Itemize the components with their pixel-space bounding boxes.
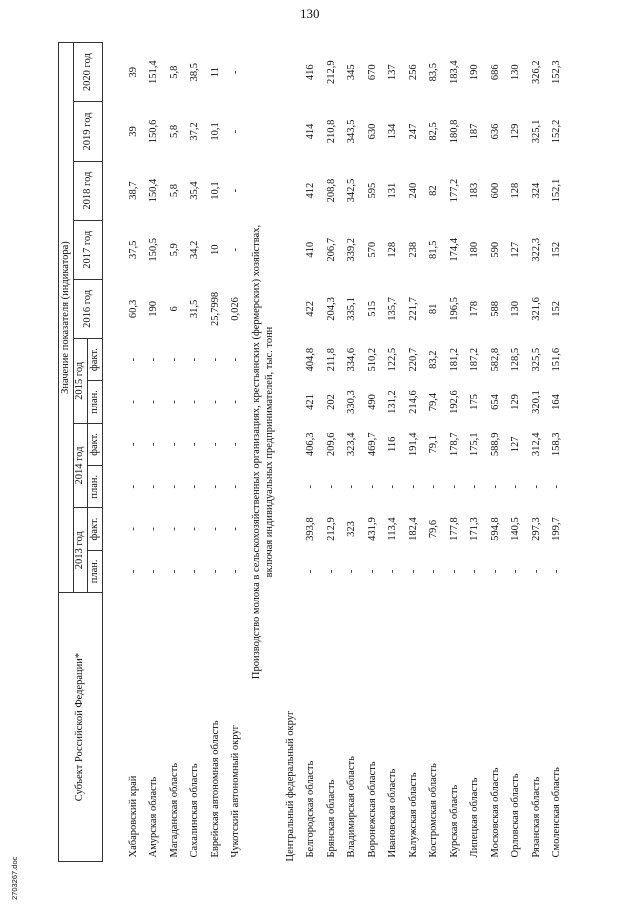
cell: 134 — [387, 123, 399, 140]
table-row — [301, 43, 322, 862]
cell: 82 — [428, 185, 440, 196]
cell: 595 — [366, 182, 378, 199]
cell: - — [148, 442, 160, 447]
cell: 406,3 — [305, 432, 317, 457]
cell: - — [127, 442, 139, 447]
subject-column-header: Субъект Российской Федерации* — [59, 593, 103, 862]
cell: 150,4 — [148, 178, 160, 203]
cell: 83,2 — [428, 350, 440, 369]
cell: - — [148, 484, 160, 489]
cell: 191,4 — [407, 432, 419, 457]
cell: 10,1 — [209, 181, 221, 200]
cell: 181,2 — [448, 347, 460, 372]
cell: 38,5 — [189, 63, 201, 82]
cell: 238 — [407, 241, 419, 258]
row-name: Еврейская автономная область — [209, 720, 221, 858]
cell: 152,2 — [551, 119, 563, 144]
cell: 127 — [510, 436, 522, 453]
cell: 137 — [387, 64, 399, 81]
cell: - — [230, 400, 242, 404]
cell: 515 — [366, 301, 378, 317]
cell: 410 — [305, 241, 317, 258]
cell: 130 — [510, 64, 522, 81]
cell: 214,6 — [407, 390, 419, 414]
cell: 152,3 — [551, 60, 563, 84]
cell: 212,9 — [325, 517, 337, 541]
cell: 37,2 — [189, 122, 201, 141]
table-row — [206, 43, 227, 862]
row-name: Смоленская область — [551, 767, 563, 858]
cell: 178 — [469, 301, 481, 317]
year-2015-header: 2015 год — [74, 339, 88, 424]
cell: 180 — [469, 241, 481, 258]
cell: 323 — [346, 521, 358, 537]
cell: 326,2 — [530, 60, 542, 84]
cell: - — [428, 569, 440, 574]
cell: - — [551, 569, 563, 574]
cell: - — [168, 442, 180, 447]
cell: - — [448, 569, 460, 574]
cell: - — [325, 569, 337, 574]
spacer — [103, 43, 124, 862]
cell: 330,3 — [346, 390, 358, 414]
cell: 5,8 — [168, 65, 180, 79]
cell: - — [230, 357, 242, 362]
cell: 320,1 — [530, 390, 542, 414]
cell: 5,8 — [168, 184, 180, 198]
cell: - — [489, 569, 501, 574]
cell: - — [168, 569, 180, 574]
fact-header: факт. — [88, 339, 103, 381]
cell: 422 — [305, 301, 317, 317]
cell: 151,6 — [551, 347, 563, 372]
cell: - — [551, 484, 563, 489]
plan-header: план. — [88, 381, 103, 423]
cell: 469,7 — [366, 432, 378, 457]
cell: 490 — [366, 394, 378, 410]
cell: 654 — [489, 394, 501, 410]
cell: - — [489, 484, 501, 489]
table-row — [342, 43, 363, 862]
row-name: Рязанская область — [530, 776, 542, 858]
fact-header: факт. — [88, 508, 103, 550]
cell: - — [469, 569, 481, 574]
cell: - — [209, 400, 221, 404]
cell: 297,3 — [530, 517, 542, 541]
year-2017-header: 2017 год — [74, 220, 103, 279]
cell: 113,4 — [387, 517, 399, 541]
cell: 177,8 — [448, 517, 460, 541]
cell: 192,6 — [448, 390, 460, 414]
cell: - — [148, 400, 160, 404]
cell: 135,7 — [387, 297, 399, 321]
rotated-table-container — [58, 42, 623, 862]
cell: 582,8 — [489, 347, 501, 372]
table-row — [506, 43, 527, 862]
cell: 570 — [366, 241, 378, 258]
row-name: Московская область — [489, 767, 501, 858]
cell: 210,8 — [325, 119, 337, 144]
cell: - — [148, 527, 160, 531]
section-title-line1: Производство молока в сельскохозяйственных организациях, крестьянских (фермерских) хозяйствах, — [250, 224, 262, 680]
cell: 325,5 — [530, 347, 542, 372]
cell: 209,6 — [325, 432, 337, 457]
cell: 81,5 — [428, 240, 440, 259]
cell: 158,3 — [551, 432, 563, 457]
cell: 82,5 — [428, 122, 440, 141]
cell: 339,2 — [346, 237, 358, 262]
cell: 431,9 — [366, 517, 378, 541]
cell: 414 — [305, 123, 317, 140]
cell: 590 — [489, 241, 501, 258]
table-row — [165, 43, 186, 862]
plan-header: план. — [88, 466, 103, 508]
cell: 11 — [209, 67, 221, 78]
cell: - — [407, 569, 419, 574]
cell: 131 — [387, 182, 399, 199]
cell: - — [325, 484, 337, 489]
cell: - — [189, 569, 201, 574]
cell: 128,5 — [510, 347, 522, 372]
cell: - — [230, 188, 242, 193]
section-title-line2: включая индивидуальных предпринимателей, тыс. тонн — [263, 326, 275, 578]
table-row — [486, 43, 507, 862]
cell: - — [387, 484, 399, 489]
cell: - — [127, 357, 139, 362]
cell: - — [230, 248, 242, 252]
table-row — [185, 43, 206, 862]
plan-header: план. — [88, 550, 103, 592]
cell: 594,8 — [489, 517, 501, 541]
cell: 140,5 — [510, 517, 522, 541]
cell: - — [127, 484, 139, 489]
indicator-header: Значение показателя (индикатора) — [59, 43, 74, 593]
cell: 636 — [489, 123, 501, 140]
cell: 164 — [551, 394, 563, 410]
cell: 190 — [469, 64, 481, 81]
cell: - — [168, 527, 180, 531]
table-row — [547, 43, 568, 862]
cell: - — [168, 357, 180, 362]
cell: 6 — [168, 306, 180, 312]
section-title-row — [247, 43, 281, 862]
cell: 34,2 — [189, 240, 201, 259]
cell: 171,3 — [469, 517, 481, 541]
cell: - — [127, 400, 139, 404]
cell: 174,4 — [448, 237, 460, 262]
cell: - — [230, 129, 242, 134]
row-name: Орловская область — [510, 773, 522, 858]
year-2014-header: 2014 год — [74, 423, 88, 508]
cell: - — [346, 484, 358, 489]
cell: 38,7 — [127, 181, 139, 200]
cell: 343,5 — [346, 119, 358, 144]
table-row — [465, 43, 486, 862]
cell: 37,5 — [127, 240, 139, 259]
cell: 670 — [366, 64, 378, 81]
cell: 247 — [407, 123, 419, 140]
cell: 334,6 — [346, 347, 358, 372]
cell: 421 — [305, 394, 317, 410]
row-name: Чукотский автономный округ — [230, 725, 242, 858]
indicator-table — [58, 42, 568, 862]
cell: 180,8 — [448, 119, 460, 144]
cell: - — [209, 569, 221, 574]
cell: 196,5 — [448, 297, 460, 321]
cell: - — [366, 569, 378, 574]
cell: 79,1 — [428, 435, 440, 454]
row-name: Владимирская область — [346, 756, 358, 858]
cell: - — [469, 484, 481, 489]
cell: - — [127, 569, 139, 574]
cell: 182,4 — [407, 517, 419, 541]
cell: 325,1 — [530, 119, 542, 144]
cell: 416 — [305, 64, 317, 81]
cell: 128 — [387, 241, 399, 258]
cell: 79,6 — [428, 519, 440, 539]
cell: - — [209, 442, 221, 447]
cell: 204,3 — [325, 297, 337, 321]
cell: - — [305, 484, 317, 489]
cell: 199,7 — [551, 517, 563, 541]
cell: 588 — [489, 301, 501, 317]
cell: 150,6 — [148, 119, 160, 144]
table-row — [527, 43, 548, 862]
cell: 412 — [305, 182, 317, 199]
cell: 335,1 — [346, 297, 358, 321]
cell: 324 — [530, 182, 542, 199]
table-row — [124, 43, 145, 862]
cell: - — [189, 400, 201, 404]
cell: 178,7 — [448, 432, 460, 457]
cell: 323,4 — [346, 432, 358, 457]
cell: - — [189, 357, 201, 362]
cell: 79,4 — [428, 392, 440, 412]
cell: - — [230, 484, 242, 489]
cell: 60,3 — [127, 299, 139, 319]
row-name: Брянская область — [325, 779, 337, 858]
fact-header: факт. — [88, 423, 103, 465]
year-2020-header: 2020 год — [74, 43, 103, 102]
cell: - — [530, 569, 542, 574]
cell: 10,1 — [209, 122, 221, 141]
row-name: Курская область — [448, 784, 460, 858]
cell: 686 — [489, 64, 501, 81]
cell: - — [209, 357, 221, 362]
cell: 187,2 — [469, 347, 481, 372]
cell: 152,1 — [551, 178, 563, 203]
table-row — [322, 43, 343, 862]
cell: - — [209, 527, 221, 531]
cell: - — [346, 569, 358, 574]
cell: 183 — [469, 182, 481, 199]
cell: - — [148, 569, 160, 574]
cell: 190 — [148, 301, 160, 317]
cell: - — [448, 484, 460, 489]
cell: 152 — [551, 241, 563, 258]
cell: - — [428, 484, 440, 489]
cell: 211,8 — [325, 348, 337, 372]
cell: - — [189, 527, 201, 531]
cell: 312,4 — [530, 432, 542, 457]
cell: 187 — [469, 123, 481, 140]
cell: 175 — [469, 394, 481, 410]
year-2016-header: 2016 год — [74, 279, 103, 338]
cell: 39 — [127, 66, 139, 78]
cell: 212,9 — [325, 60, 337, 84]
cell: 240 — [407, 182, 419, 199]
cell: 220,7 — [407, 347, 419, 372]
cell: 221,7 — [407, 297, 419, 321]
cell: 175,1 — [469, 432, 481, 457]
cell: 151,4 — [148, 60, 160, 84]
district-row — [281, 43, 302, 862]
cell: 510,2 — [366, 347, 378, 372]
cell: 10 — [209, 244, 221, 256]
cell: - — [230, 527, 242, 531]
table-row — [226, 43, 247, 862]
cell: 127 — [510, 241, 522, 258]
row-name: Воронежская область — [366, 761, 378, 858]
cell: - — [127, 527, 139, 531]
cell: 129 — [510, 123, 522, 140]
page-number: 130 — [300, 6, 320, 21]
cell: 600 — [489, 182, 501, 199]
cell: 122,5 — [387, 347, 399, 372]
cell: 393,8 — [305, 517, 317, 541]
row-name: Белгородская область — [305, 760, 317, 858]
cell: 31,5 — [189, 299, 201, 319]
cell: - — [209, 484, 221, 489]
table-row — [144, 43, 165, 862]
cell: 342,5 — [346, 178, 358, 203]
table-row — [363, 43, 384, 862]
cell: 152 — [551, 301, 563, 317]
cell: - — [510, 569, 522, 574]
cell: 81 — [428, 303, 440, 315]
cell: - — [230, 70, 242, 74]
row-name: Липецкая область — [469, 777, 481, 858]
cell: - — [168, 484, 180, 489]
table-row — [424, 43, 445, 862]
table-header — [59, 43, 103, 862]
cell: - — [366, 484, 378, 489]
cell: 128 — [510, 182, 522, 199]
cell: - — [407, 484, 419, 489]
cell: - — [189, 442, 201, 447]
cell: 130 — [510, 301, 522, 317]
cell: 116 — [387, 436, 399, 453]
cell: 208,8 — [325, 178, 337, 203]
year-2018-header: 2018 год — [74, 161, 103, 220]
cell: 345 — [346, 64, 358, 81]
cell: 177,2 — [448, 178, 460, 203]
cell: 183,4 — [448, 60, 460, 84]
cell: 256 — [407, 64, 419, 81]
cell: 35,4 — [189, 181, 201, 200]
cell: - — [148, 357, 160, 362]
cell: 202 — [325, 394, 337, 410]
table-row — [404, 43, 425, 862]
cell: 322,3 — [530, 237, 542, 262]
cell: 321,6 — [530, 297, 542, 321]
section-title — [247, 43, 281, 862]
row-name: Хабаровский край — [127, 775, 139, 858]
year-2013-header: 2013 год — [74, 508, 88, 593]
cell: 39 — [127, 126, 139, 137]
cell: 5,8 — [168, 124, 180, 139]
cell: - — [230, 569, 242, 574]
cell: - — [189, 484, 201, 489]
cell: - — [305, 569, 317, 574]
cell: 404,8 — [305, 347, 317, 372]
cell: 83,5 — [428, 63, 440, 82]
row-name: Сахалинская область — [189, 763, 201, 858]
cell: 206,7 — [325, 237, 337, 262]
cell: - — [530, 484, 542, 489]
cell: 129 — [510, 394, 522, 410]
cell: 5,9 — [168, 243, 180, 257]
cell: 25,7998 — [209, 291, 221, 326]
table-row — [445, 43, 466, 862]
table-row — [383, 43, 404, 862]
row-name: Ивановская область — [387, 768, 399, 858]
cell: 630 — [366, 123, 378, 140]
cell: 0,026 — [230, 297, 242, 321]
row-name: Калужская область — [407, 772, 419, 858]
cell: 588,9 — [489, 432, 501, 457]
cell: - — [168, 400, 180, 404]
cell: 150,5 — [148, 237, 160, 262]
cell: - — [387, 569, 399, 574]
district-name: Центральный федеральный округ — [284, 710, 296, 862]
cell: 131,2 — [387, 390, 399, 414]
row-name: Магаданская область — [168, 762, 180, 858]
cell: - — [510, 484, 522, 489]
cell: - — [230, 442, 242, 447]
row-name: Амурская область — [148, 776, 160, 858]
year-2019-header: 2019 год — [74, 102, 103, 161]
file-code: 2703267.doc — [10, 856, 19, 900]
row-name: Костромская область — [428, 763, 440, 858]
